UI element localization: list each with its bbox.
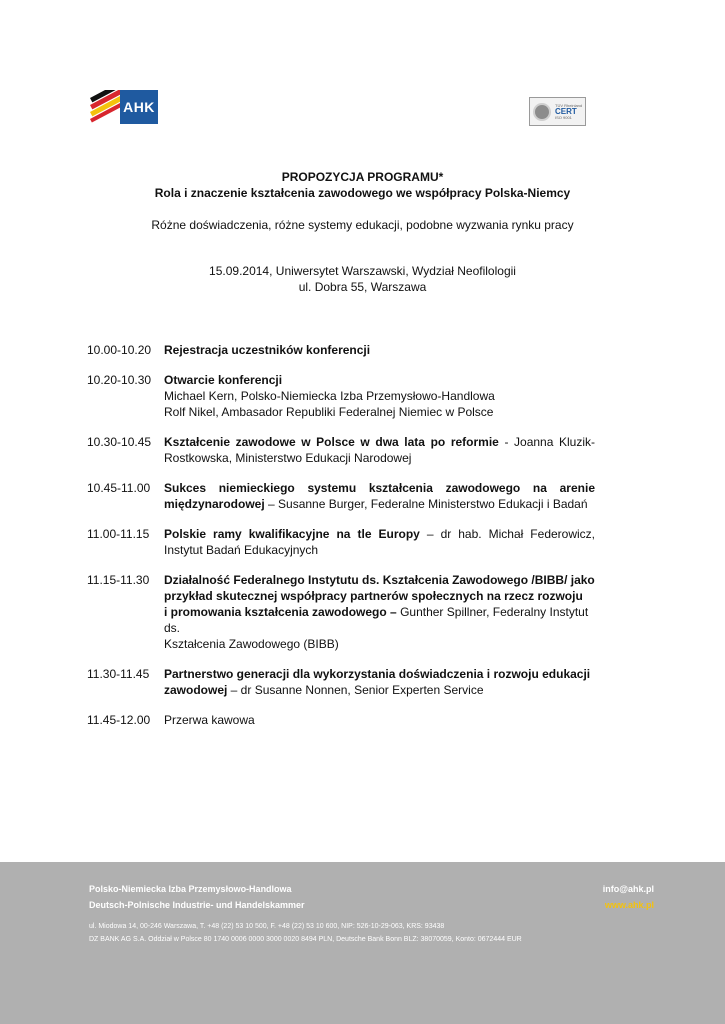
agenda-time: 10.45-11.00 [87,481,151,495]
footer [0,862,725,1024]
ahk-logo-text: AHK [120,90,158,124]
agenda-speaker: Kształcenia Zawodowego (BIBB) [164,637,339,651]
agenda-speaker: – dr Susanne Nonnen, Senior Experten Service [227,683,484,697]
venue-address: ul. Dobra 55, Warszawa [298,280,427,294]
footer-address: ul. Miodowa 14, 00-246 Warszawa, T. +48 (22) 53 10 500, F. +48 (22) 53 10 600, NIP: 526-10-29-063, KRS: 93438 [89,923,445,930]
agenda-time: 10.20-10.30 [87,373,152,387]
agenda-speaker: – dr hab. Michał Federowicz, Instytut Badań Edukacyjnych [164,527,595,557]
agenda-item [87,480,595,512]
ahk-logo [87,90,158,124]
footer-email-link[interactable]: info@ahk.pl [602,884,654,894]
page-subtitle: Rola i znaczenie kształcenia zawodowego we współpracy Polska-Niemcy [154,186,571,200]
agenda-title: zawodowej [164,683,228,697]
agenda-time: 11.30-11.45 [87,667,150,681]
agenda-title: przykład skutecznej współpracy partnerów społecznych na rzecz rozwoju [164,589,583,603]
cert-seal-icon [533,103,551,121]
footer-org-de: Deutsch-Polnische Industrie- und Handelskammer [89,900,305,910]
agenda-title: Przerwa kawowa [164,713,255,727]
cert-line3: ISO 9001 [555,114,572,120]
agenda-time: 11.45-12.00 [87,713,151,727]
agenda-speaker: - Joanna Kluzik-Rostkowska, Ministerstwo Edukacji Narodowej [164,435,595,465]
tagline: Różne doświadczenia, różne systemy edukacji, podobne wyzwania rynku pracy [151,218,574,232]
agenda-title: Kształcenie zawodowe w Polsce w dwa lata po reformie [164,435,499,449]
agenda-time: 11.15-11.30 [87,573,150,587]
agenda-time: 10.00-10.20 [87,343,152,357]
page-title: PROPOZYCJA PROGRAMU* [281,170,444,184]
agenda-speaker: Gunther Spillner, Federalny Instytut ds. [164,605,589,635]
flag-icon [87,90,120,124]
agenda-item [87,526,595,558]
cert-logo [529,97,586,126]
agenda-item [87,666,595,698]
agenda-item [87,372,595,420]
footer-web-link[interactable]: www.ahk.pl [604,900,654,910]
date-venue: 15.09.2014, Uniwersytet Warszawski, Wydział Neofilologii [209,264,516,278]
agenda-item [87,434,595,466]
cert-line1: TÜV Rheinland [555,102,583,108]
agenda-time: 11.00-11.15 [87,527,150,541]
agenda-item [87,712,595,728]
agenda [87,342,595,742]
agenda-speaker: Michael Kern, Polsko-Niemiecka Izba Przemysłowo-Handlowa [164,389,495,403]
footer-org-pl: Polsko-Niemiecka Izba Przemysłowo-Handlowa [89,884,292,894]
agenda-speaker: – Susanne Burger, Federalne Ministerstwo Edukacji i Badań [264,497,588,511]
footer-bank: DZ BANK AG S.A. Oddział w Polsce 80 1740 0006 0000 3000 0020 8494 PLN, Deutsche Bank Bonn BLZ: 38070059, Konto: 0672444 EUR [89,936,522,943]
agenda-title: Rejestracja uczestników konferencji [164,343,371,357]
agenda-title: i promowania kształcenia zawodowego – [164,605,397,619]
agenda-item [87,342,595,358]
agenda-time: 10.30-10.45 [87,435,152,449]
agenda-title: Partnerstwo generacji dla wykorzystania doświadczenia i rozwoju edukacji [164,667,591,681]
agenda-item [87,572,595,652]
agenda-title: Polskie ramy kwalifikacyjne na tle Europy [164,527,420,541]
agenda-title: Otwarcie konferencji [164,373,283,387]
agenda-speaker: Rolf Nikel, Ambasador Republiki Federalnej Niemiec w Polsce [164,405,494,419]
agenda-title: Sukces niemieckiego systemu kształcenia zawodowego na arenie międzynarodowej [164,481,595,511]
cert-line2: CERT [555,106,577,116]
agenda-title: Działalność Federalnego Instytutu ds. Kształcenia Zawodowego /BIBB/ jako [164,573,595,587]
